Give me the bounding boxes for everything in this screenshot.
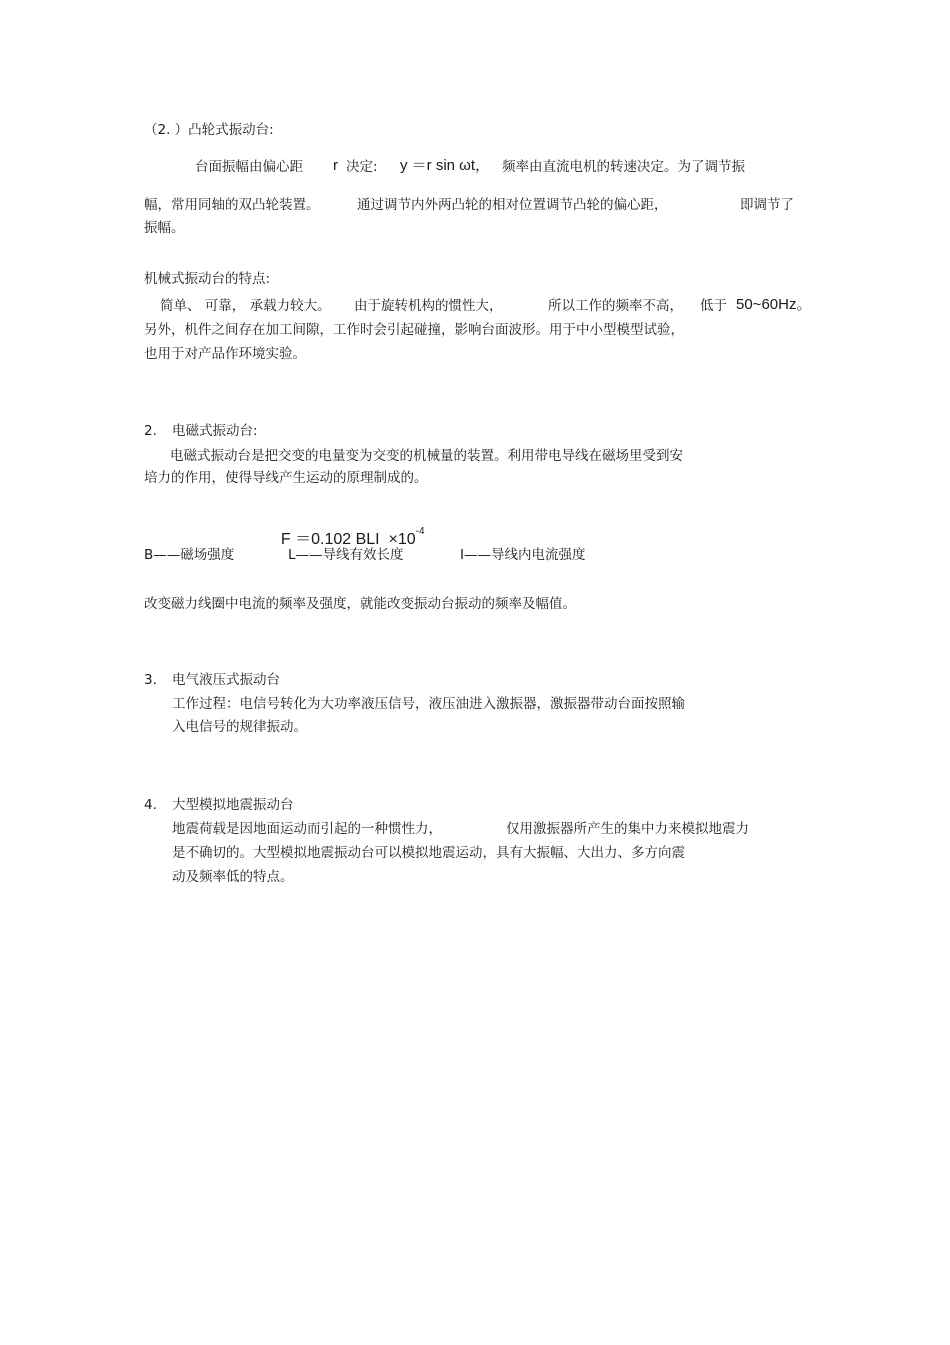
- em-conclusion: 改变磁力线圈中电流的频率及强度，就能改变振动台振动的频率及幅值。: [144, 596, 576, 612]
- mech-line2: 另外，机件之间存在加工间隙，工作时会引起碰撞，影响台面波形。用于中小型模型试验，: [144, 322, 684, 338]
- quake-heading: 大型模拟地震振动台: [172, 797, 294, 813]
- mech-line1-d: 低于: [700, 298, 727, 314]
- quake-line3: 动及频率低的特点。: [172, 869, 294, 885]
- cam-line1-r: r: [333, 157, 338, 174]
- em-line1: 电磁式振动台是把交变的电量变为交变的机械量的装置。利用带电导线在磁场里受到安: [170, 448, 683, 464]
- cam-line1-a: 台面振幅由偏心距: [195, 159, 303, 175]
- mech-line1-c: 所以工作的频率不高，: [548, 298, 683, 314]
- formula-main: F ＝0.102 BLI ×10: [280, 531, 416, 548]
- em-heading: 电磁式振动台:: [172, 423, 258, 439]
- cam-line2-c: 即调节了: [740, 197, 794, 213]
- def-i: I——导线内电流强度: [460, 547, 586, 563]
- cam-equation: y ＝r sin ωt，: [400, 157, 491, 174]
- hyd-line2: 入电信号的规律振动。: [172, 719, 307, 735]
- hyd-line1: 工作过程：电信号转化为大功率液压信号，液压油进入激振器，激振器带动台面按照输: [172, 696, 685, 712]
- em-heading-number: 2.: [144, 423, 157, 439]
- mech-line1-a: 简单、 可靠， 承载力较大。: [160, 298, 331, 314]
- mech-heading: 机械式振动台的特点:: [144, 271, 271, 287]
- em-formula: [272, 508, 425, 549]
- quake-line1-a: 地震荷载是因地面运动而引起的一种惯性力，: [172, 821, 442, 837]
- mech-line1-b: 由于旋转机构的惯性大，: [354, 298, 503, 314]
- quake-line1-b: 仅用激振器所产生的集中力来模拟地震力: [506, 821, 749, 837]
- cam-line1-b: 决定:: [346, 159, 378, 175]
- cam-line2-b: 通过调节内外两凸轮的相对位置调节凸轮的偏心距，: [357, 197, 668, 213]
- quake-heading-number: 4.: [144, 797, 157, 813]
- mech-line3: 也用于对产品作环境实验。: [144, 346, 306, 362]
- em-line2: 培力的作用，使得导线产生运动的原理制成的。: [144, 470, 428, 486]
- formula-exponent: -4: [415, 525, 425, 537]
- quake-line2: 是不确切的。大型模拟地震振动台可以模拟地震运动，具有大振幅、大出力、多方向震: [172, 845, 685, 861]
- cam-line3: 振幅。: [144, 220, 185, 236]
- cam-line1-c: 频率由直流电机的转速决定。为了调节振: [502, 159, 745, 175]
- def-l: L——导线有效长度: [288, 547, 404, 563]
- cam-heading: （2. ）凸轮式振动台:: [144, 122, 274, 138]
- mech-frequency: 50~60Hz。: [736, 296, 812, 313]
- hyd-heading-number: 3.: [144, 672, 157, 688]
- cam-line2-a: 幅，常用同轴的双凸轮装置。: [144, 197, 320, 213]
- hyd-heading: 电气液压式振动台: [172, 672, 280, 688]
- def-b: B——磁场强度: [144, 547, 235, 563]
